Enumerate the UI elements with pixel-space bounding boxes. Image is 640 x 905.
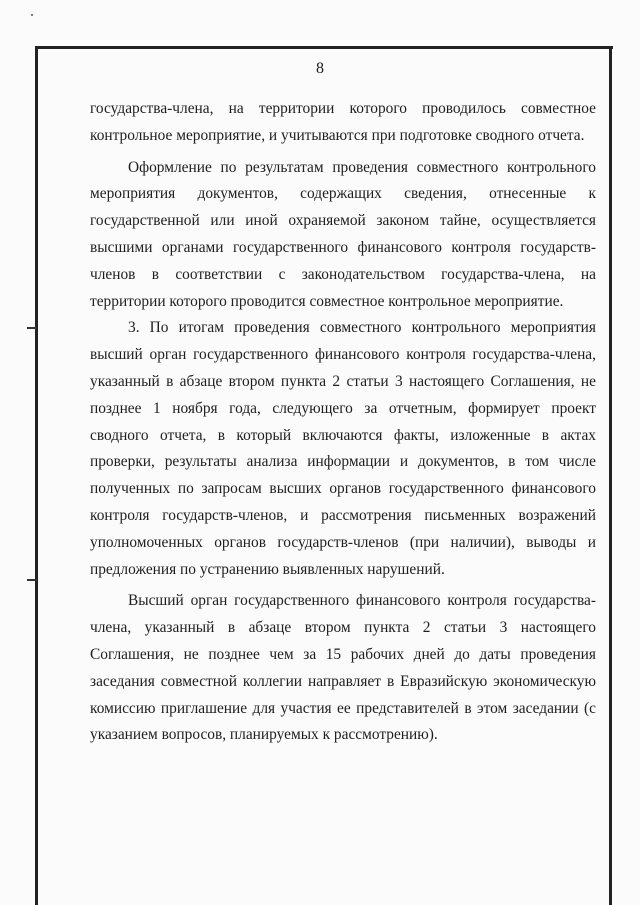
scan-artifact (31, 14, 33, 16)
margin-mark (27, 579, 37, 581)
paragraph: Оформление по результатам проведения совместного контрольного мероприятия документов, содержащих сведения, отнесенные к государственной или иной охраняемой законом тайне, осуществляется высшими органами государственного финансового контроля государств-членов в соответствии с законодательством государства-члена, на территории которого проводится совместное контрольное мероприятие. (90, 158, 596, 310)
margin-mark (27, 327, 37, 329)
paragraph: Высший орган государственного финансового контроля государства-члена, указанный в абзаце втором пункта 2 статьи 3 настоящего Соглашения, не позднее чем за 15 рабочих дней до даты проведения заседания совместной коллегии направляет в Евразийскую экономическую комиссию приглашение для участия ее представителей в этом заседании (с указанием вопросов, планируемых к рассмотрению). (90, 592, 596, 744)
paragraph: государства-члена, на территории которого проводилось совместное контрольное мероприятие, и учитываются при подготовке сводного отчета. (90, 100, 596, 144)
page-number: 8 (316, 60, 324, 77)
frame-right-line (609, 46, 612, 905)
paragraph: 3. По итогам проведения совместного контрольного мероприятия высший орган государственного финансового контроля государства-члена, указанный в абзаце втором пункта 2 статьи 3 настоящего Соглашения, не позднее 1 ноября года, следующего за отчетным, формирует проект сводного отчета, в который включаются факты, изложенные в актах проверки, результаты анализа информации и документов, в том числе полученных по запросам высших органов государственного финансового контроля государств-членов, и рассмотрения письменных возражений уполномоченных органов государств-членов (при наличии), выводы и предложения по устранению выявленных нарушений. (90, 319, 596, 578)
frame-left-line (35, 46, 38, 905)
document-body (90, 96, 596, 749)
frame-top-line (35, 46, 613, 49)
